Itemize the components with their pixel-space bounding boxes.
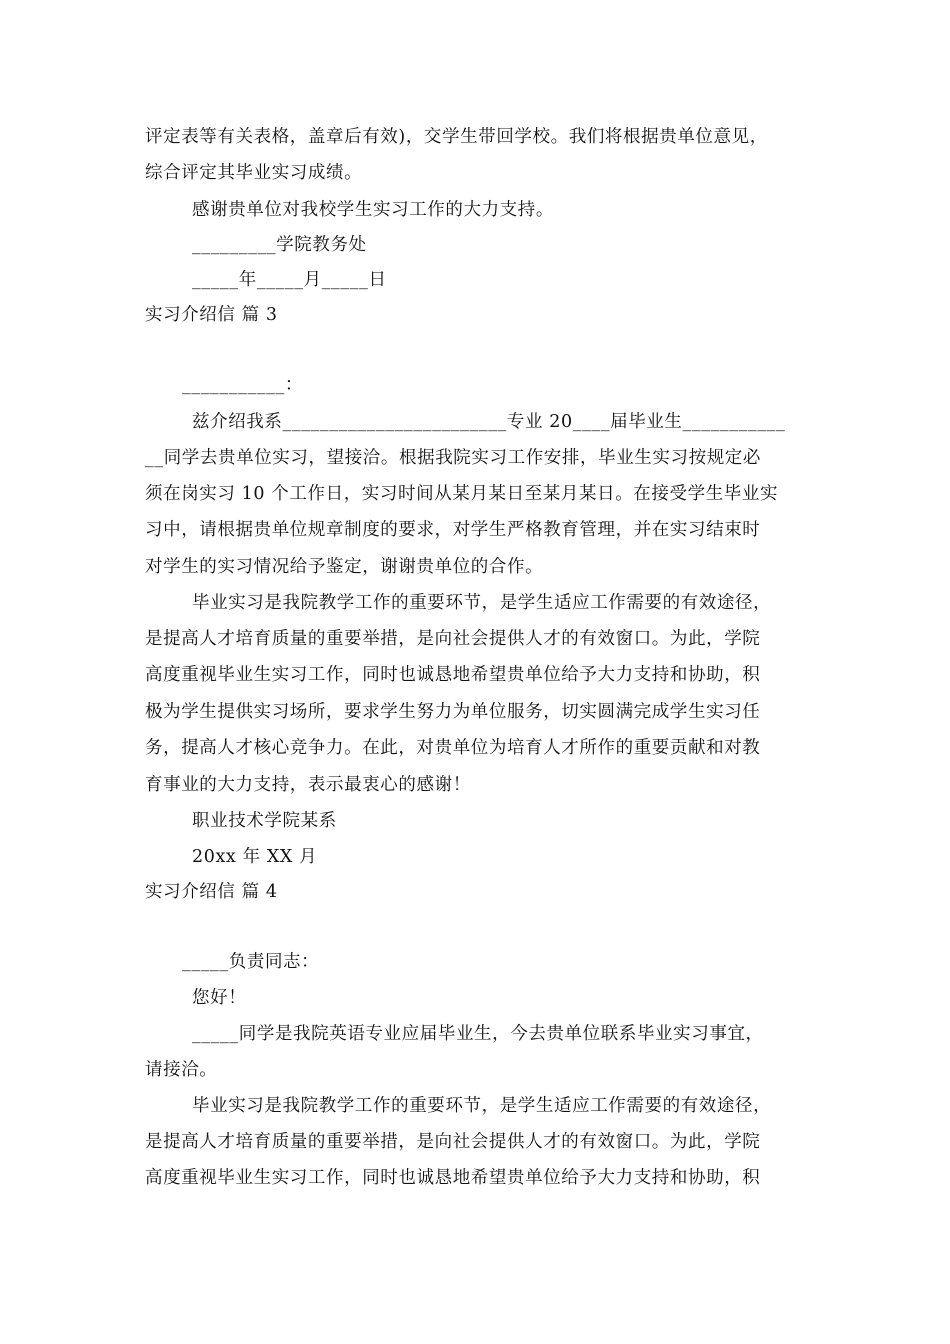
- paragraph-line: 对学生的实习情况给予鉴定，谢谢贵单位的合作。: [145, 557, 544, 577]
- paragraph-line: 育事业的大力支持，表示最衷心的感谢！: [145, 775, 471, 795]
- paragraph-line: 毕业实习是我院教学工作的重要环节，是学生适应工作需要的有效途径，: [192, 1096, 772, 1116]
- paragraph-line: 高度重视毕业生实习工作，同时也诚恳地希望贵单位给予大力支持和协助，积: [145, 1168, 761, 1188]
- paragraph-line: __同学去贵单位实习，望接洽。根据我院实习工作安排，毕业生实习按规定必: [145, 448, 761, 468]
- paragraph-line: 毕业实习是我院教学工作的重要环节，是学生适应工作需要的有效途径，: [192, 593, 772, 613]
- paragraph-line: 是提高人才培育质量的重要举措，是向社会提供人才的有效窗口。为此，学院: [145, 629, 761, 649]
- paragraph-line: 高度重视毕业生实习工作，同时也诚恳地希望贵单位给予大力支持和协助，积: [145, 665, 761, 685]
- paragraph-line: 请接洽。: [145, 1060, 218, 1080]
- paragraph-line: 兹介绍我系________________________专业 20____届毕业生___________: [192, 412, 786, 432]
- greeting-line: 您好！: [192, 988, 247, 1008]
- paragraph-line: 习中，请根据贵单位规章制度的要求，对学生严格教育管理，并在实习结束时: [145, 520, 761, 540]
- paragraph-line: 极为学生提供实习场所，要求学生努力为单位服务，切实圆满完成学生实习任: [145, 702, 761, 722]
- paragraph-line: _____同学是我院英语专业应届毕业生，今去贵单位联系毕业实习事宜，: [192, 1024, 764, 1044]
- paragraph-line: 务，提高人才核心竞争力。在此，对贵单位为培育人才所作的重要贡献和对教: [145, 738, 761, 758]
- salutation-line: _____负责同志：: [182, 952, 320, 972]
- section-heading-3: 实习介绍信 篇 3: [145, 305, 278, 325]
- signature-date: _____年_____月_____日: [192, 270, 387, 290]
- thanks-line: 感谢贵单位对我校学生实习工作的大力支持。: [192, 200, 554, 220]
- salutation-line: ___________：: [182, 375, 303, 395]
- paragraph-line: 须在岗实习 10 个工作日，实习时间从某月某日至某月某日。在接受学生毕业实: [145, 484, 779, 504]
- signature-office: _________学院教务处: [192, 235, 367, 255]
- paragraph-line: 综合评定其毕业实习成绩。: [145, 163, 363, 183]
- section-heading-4: 实习介绍信 篇 4: [145, 882, 278, 902]
- paragraph-line: 评定表等有关表格，盖章后有效)，交学生带回学校。我们将根据贵单位意见，: [145, 127, 768, 147]
- paragraph-line: 是提高人才培育质量的重要举措，是向社会提供人才的有效窗口。为此，学院: [145, 1132, 761, 1152]
- signature-date: 20xx 年 XX 月: [192, 847, 318, 867]
- signature-department: 职业技术学院某系: [192, 811, 337, 831]
